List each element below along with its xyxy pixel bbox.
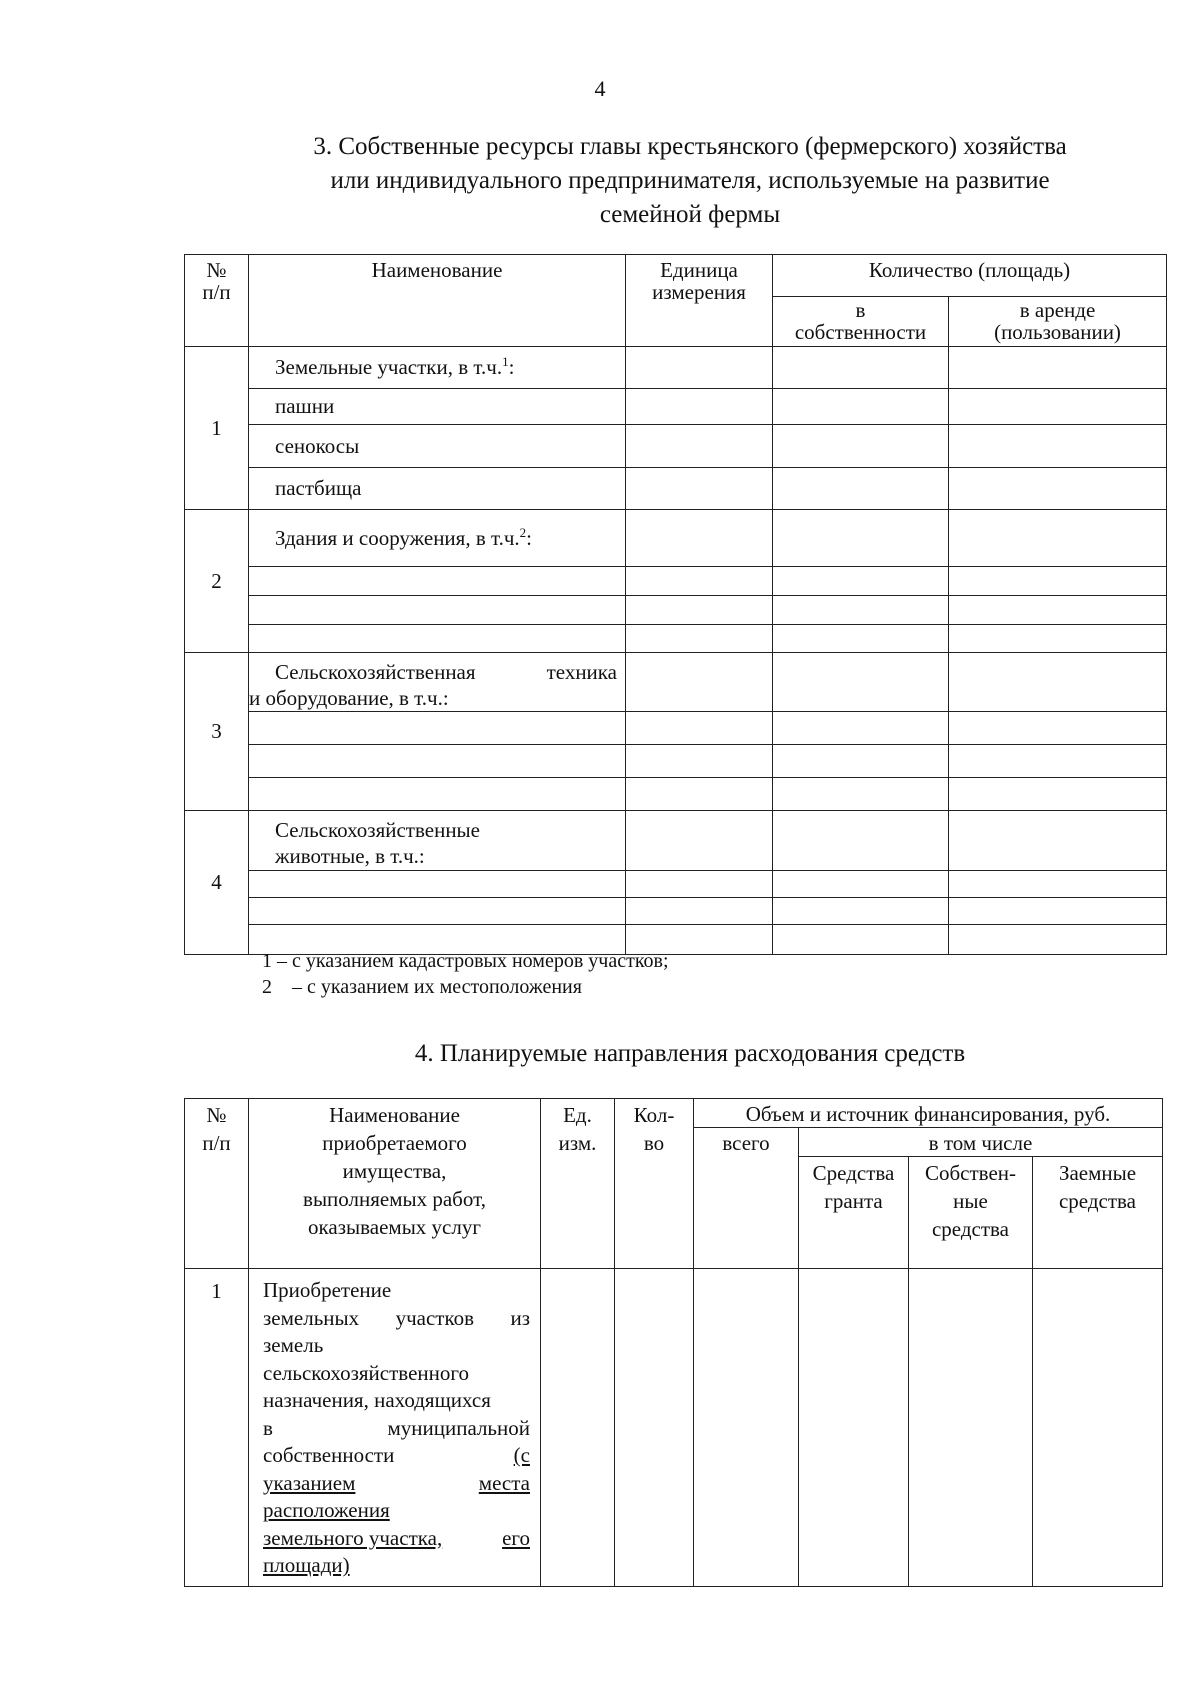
header-volume: Объем и источник финансирования, руб. bbox=[694, 1099, 1163, 1128]
cell-rent[interactable] bbox=[949, 653, 1167, 712]
table-row bbox=[185, 898, 1167, 925]
cell-grant[interactable] bbox=[799, 1269, 909, 1587]
footnotes bbox=[262, 948, 669, 1000]
row-number: 2 bbox=[185, 510, 249, 653]
row-item: пастбища bbox=[249, 468, 626, 510]
cell-rent[interactable] bbox=[949, 898, 1167, 925]
cell-name[interactable] bbox=[249, 778, 626, 811]
cell-rent[interactable] bbox=[949, 871, 1167, 898]
header-grant-line: гранта bbox=[824, 1189, 883, 1213]
footnote-ref: 1 bbox=[502, 354, 509, 369]
cell-owned[interactable] bbox=[773, 925, 949, 955]
header-name-line: имущества, bbox=[342, 1159, 447, 1183]
desc-word: собственности bbox=[263, 1443, 395, 1467]
cell-rent[interactable] bbox=[949, 468, 1167, 510]
row-title-colon: : bbox=[508, 355, 515, 379]
row-title-word: техника bbox=[546, 660, 617, 684]
table-row bbox=[185, 745, 1167, 778]
header-owned-line: собственности bbox=[794, 320, 927, 344]
page-number: 4 bbox=[594, 76, 606, 101]
cell-rent[interactable] bbox=[949, 510, 1167, 567]
desc-line bbox=[263, 1470, 530, 1498]
header-qty-line: во bbox=[643, 1131, 665, 1155]
header-rent-line: (пользовании) bbox=[994, 320, 1121, 344]
header-unit-line: изм. bbox=[558, 1131, 597, 1155]
row-item: сенокосы bbox=[249, 425, 626, 468]
header-num-line: п/п bbox=[202, 280, 231, 304]
cell-unit[interactable] bbox=[626, 653, 773, 712]
cell-owned[interactable] bbox=[773, 745, 949, 778]
table-row bbox=[185, 778, 1167, 811]
table-row bbox=[185, 347, 1167, 389]
desc-line bbox=[263, 1305, 530, 1333]
planned-expenses-table bbox=[184, 1098, 1163, 1587]
header-own bbox=[909, 1157, 1033, 1269]
header-owned bbox=[773, 297, 949, 347]
cell-unit[interactable] bbox=[626, 778, 773, 811]
header-loan-line: средства bbox=[1058, 1189, 1136, 1213]
desc-line bbox=[263, 1415, 530, 1443]
desc-line: сельскохозяйственного bbox=[263, 1360, 469, 1385]
table-row bbox=[185, 1269, 1163, 1587]
desc-word: муниципальной bbox=[387, 1415, 530, 1440]
cell-unit[interactable] bbox=[626, 347, 773, 389]
desc-word: из bbox=[510, 1305, 530, 1330]
table-row bbox=[185, 468, 1167, 510]
cell-owned[interactable] bbox=[773, 625, 949, 653]
cell-unit[interactable] bbox=[626, 871, 773, 898]
row-title bbox=[249, 510, 626, 567]
row-title-colon: : bbox=[526, 525, 533, 550]
header-grant bbox=[799, 1157, 909, 1269]
cell-rent[interactable] bbox=[949, 347, 1167, 389]
cell-owned[interactable] bbox=[773, 347, 949, 389]
desc-line: площади) bbox=[263, 1553, 350, 1577]
row-title-line: и оборудование, в т.ч.: bbox=[249, 686, 449, 710]
desc-word: (с bbox=[513, 1443, 530, 1467]
header-num-line: п/п bbox=[202, 1131, 231, 1155]
row-number: 3 bbox=[185, 653, 249, 811]
header-name-line: приобретаемого bbox=[322, 1131, 467, 1155]
header-num-line: № bbox=[206, 258, 227, 282]
footnote: 2 – с указанием их местоположения bbox=[262, 976, 582, 998]
header-unit-line: Ед. bbox=[563, 1103, 592, 1127]
cell-owned[interactable] bbox=[773, 510, 949, 567]
row-title-text: Здания и сооружения, в т.ч. bbox=[275, 525, 520, 550]
cell-loan[interactable] bbox=[1033, 1269, 1163, 1587]
cell-owned[interactable] bbox=[773, 596, 949, 625]
cell-unit[interactable] bbox=[626, 596, 773, 625]
cell-rent[interactable] bbox=[949, 811, 1167, 871]
cell-rent[interactable] bbox=[949, 778, 1167, 811]
desc-word: участков bbox=[395, 1305, 475, 1330]
header-own-line: средства bbox=[931, 1217, 1009, 1241]
table-row bbox=[185, 596, 1167, 625]
cell-unit[interactable] bbox=[626, 389, 773, 425]
cell-name[interactable] bbox=[249, 898, 626, 925]
cell-owned[interactable] bbox=[773, 778, 949, 811]
row-title-line: животные, в т.ч.: bbox=[275, 844, 425, 868]
cell-rent[interactable] bbox=[949, 425, 1167, 468]
desc-line bbox=[263, 1442, 530, 1470]
header-own-line: ные bbox=[953, 1189, 988, 1213]
table-row bbox=[185, 871, 1167, 898]
header-quantity: Количество (площадь) bbox=[773, 255, 1167, 297]
table-row bbox=[185, 811, 1167, 871]
cell-owned[interactable] bbox=[773, 389, 949, 425]
header-name-line: Наименование bbox=[329, 1103, 460, 1127]
section-3-title-line: 3. Собственные ресурсы главы крестьянского (фермерского) хозяйства bbox=[313, 133, 1067, 160]
cell-owned[interactable] bbox=[773, 425, 949, 468]
header-rent-line: в аренде bbox=[1019, 298, 1096, 322]
footnote-ref: 2 bbox=[519, 524, 527, 540]
row-number: 4 bbox=[185, 811, 249, 955]
desc-line bbox=[263, 1525, 530, 1553]
cell-owned[interactable] bbox=[773, 653, 949, 712]
desc-word: указанием bbox=[263, 1470, 356, 1495]
cell-total[interactable] bbox=[694, 1269, 799, 1587]
table-row bbox=[185, 389, 1167, 425]
desc-word: его bbox=[502, 1525, 530, 1550]
row-title-line: Сельскохозяйственные bbox=[275, 818, 480, 842]
header-qty-line: Кол- bbox=[633, 1103, 675, 1127]
header-loan-line: Заемные bbox=[1058, 1161, 1137, 1185]
cell-unit[interactable] bbox=[626, 468, 773, 510]
cell-unit[interactable] bbox=[626, 425, 773, 468]
header-owned-line: в bbox=[855, 298, 866, 322]
cell-unit[interactable] bbox=[626, 625, 773, 653]
row-title bbox=[249, 347, 626, 389]
desc-word: земельного участка, bbox=[263, 1525, 443, 1550]
cell-rent[interactable] bbox=[949, 925, 1167, 955]
header-own-line: Собствен- bbox=[924, 1161, 1017, 1185]
cell-name[interactable] bbox=[249, 871, 626, 898]
cell-owned[interactable] bbox=[773, 871, 949, 898]
header-qty bbox=[615, 1099, 694, 1269]
row-title-line bbox=[275, 659, 617, 685]
row-title bbox=[249, 653, 626, 712]
cell-rent[interactable] bbox=[949, 745, 1167, 778]
cell-qty[interactable] bbox=[615, 1269, 694, 1587]
row-number: 1 bbox=[185, 347, 249, 510]
header-name bbox=[249, 1099, 541, 1269]
header-rent bbox=[949, 297, 1167, 347]
row-description bbox=[249, 1269, 541, 1587]
section-3-title-line: или индивидуального предпринимателя, используемые на развитие bbox=[330, 167, 1050, 194]
table-row bbox=[185, 567, 1167, 596]
cell-name[interactable] bbox=[249, 567, 626, 596]
cell-name[interactable] bbox=[249, 596, 626, 625]
header-grant-line: Средства bbox=[812, 1161, 895, 1185]
header-num bbox=[185, 1099, 249, 1269]
footnote: 1 – с указанием кадастровых номеров участков; bbox=[262, 950, 669, 972]
cell-own[interactable] bbox=[909, 1269, 1033, 1587]
header-name-line: оказываемых услуг bbox=[308, 1215, 481, 1239]
desc-line: назначения, находящихся bbox=[263, 1388, 491, 1412]
cell-unit[interactable] bbox=[626, 712, 773, 745]
header-including: в том числе bbox=[799, 1128, 1163, 1157]
header-loan bbox=[1033, 1157, 1163, 1269]
desc-line: земель bbox=[263, 1333, 324, 1357]
table-row bbox=[185, 712, 1167, 745]
cell-rent[interactable] bbox=[949, 712, 1167, 745]
header-num bbox=[185, 255, 249, 347]
cell-owned[interactable] bbox=[773, 567, 949, 596]
section-3-title bbox=[185, 130, 1195, 232]
cell-unit[interactable] bbox=[541, 1269, 615, 1587]
header-unit bbox=[541, 1099, 615, 1269]
cell-rent[interactable] bbox=[949, 625, 1167, 653]
header-total: всего bbox=[694, 1128, 799, 1269]
header-unit bbox=[626, 255, 773, 347]
row-title-text: Земельные участки, в т.ч. bbox=[275, 355, 503, 379]
desc-line: расположения bbox=[263, 1498, 390, 1522]
row-number: 1 bbox=[185, 1269, 249, 1587]
table-row bbox=[185, 510, 1167, 567]
header-unit-line: Единица bbox=[660, 258, 738, 282]
cell-name[interactable] bbox=[249, 712, 626, 745]
cell-unit[interactable] bbox=[626, 898, 773, 925]
cell-owned[interactable] bbox=[773, 898, 949, 925]
section-3-title-line: семейной фермы bbox=[599, 201, 781, 228]
cell-unit[interactable] bbox=[626, 811, 773, 871]
cell-unit[interactable] bbox=[626, 745, 773, 778]
header-name: Наименование bbox=[249, 255, 626, 347]
header-unit-line: измерения bbox=[652, 280, 746, 304]
cell-unit[interactable] bbox=[626, 567, 773, 596]
cell-unit[interactable] bbox=[626, 510, 773, 567]
cell-rent[interactable] bbox=[949, 596, 1167, 625]
row-item: пашни bbox=[249, 389, 626, 425]
header-num-line: № bbox=[206, 1103, 227, 1127]
own-resources-table bbox=[184, 254, 1167, 955]
table-row bbox=[185, 653, 1167, 712]
row-title-word: Сельскохозяйственная bbox=[275, 660, 476, 684]
cell-name[interactable] bbox=[249, 625, 626, 653]
header-name-line: выполняемых работ, bbox=[303, 1187, 486, 1211]
desc-word: земельных bbox=[263, 1305, 360, 1330]
table-row bbox=[185, 625, 1167, 653]
desc-line: Приобретение bbox=[263, 1278, 392, 1302]
cell-name[interactable] bbox=[249, 745, 626, 778]
cell-rent[interactable] bbox=[949, 389, 1167, 425]
section-4-title: 4. Планируемые направления расходования средств bbox=[414, 1040, 966, 1067]
desc-word: в bbox=[263, 1415, 273, 1440]
cell-owned[interactable] bbox=[773, 712, 949, 745]
cell-owned[interactable] bbox=[773, 811, 949, 871]
cell-owned[interactable] bbox=[773, 468, 949, 510]
row-title bbox=[249, 811, 626, 871]
cell-rent[interactable] bbox=[949, 567, 1167, 596]
table-row bbox=[185, 425, 1167, 468]
desc-word: места bbox=[478, 1470, 530, 1495]
